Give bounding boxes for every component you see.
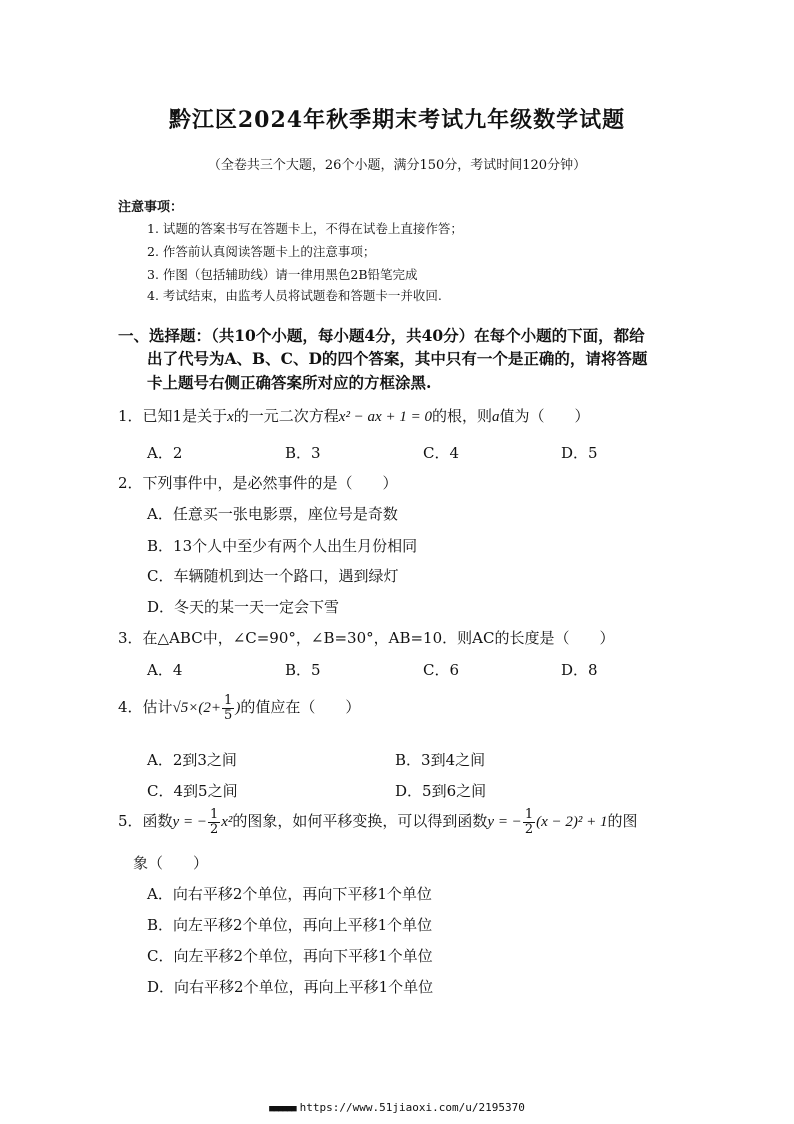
q5-stem bbox=[118, 808, 638, 836]
q4-option-c: C．4到5之间 bbox=[147, 782, 238, 800]
q3-option-a: A．4 bbox=[147, 661, 183, 679]
q1-pre: 1．已知1是关于 bbox=[118, 407, 228, 425]
q4-pre: 4．估计 bbox=[118, 698, 173, 717]
q3-option-c: C．6 bbox=[423, 661, 460, 679]
q4-option-b: B．3到4之间 bbox=[395, 751, 486, 769]
q4-expr-a: √5×(2+ bbox=[172, 700, 222, 717]
q3-option-b: B．5 bbox=[285, 661, 321, 679]
q5-option-b: B．向左平移2个单位，再向上平移1个单位 bbox=[147, 916, 433, 934]
q4-fraction bbox=[222, 694, 234, 722]
notice-item-1: 1. 试题的答案书写在答题卡上，不得在试卷上直接作答； bbox=[147, 221, 463, 236]
q4-post: 的值应在（ ） bbox=[240, 698, 361, 717]
q5-stem-line-2: 象（ ） bbox=[133, 854, 209, 872]
q5-fraction-1 bbox=[208, 808, 220, 836]
notice-item-3: 3. 作图（包括辅助线）请一律用黑色2B铅笔完成 bbox=[147, 267, 418, 282]
q4-option-a: A．2到3之间 bbox=[147, 751, 237, 769]
q2-stem: 2．下列事件中，是必然事件的是（ ） bbox=[118, 474, 398, 492]
q1-option-d: D．5 bbox=[561, 444, 598, 462]
q2-option-b: B．13个人中至少有两个人出生月份相同 bbox=[147, 537, 418, 555]
q5-fraction-2 bbox=[523, 808, 535, 836]
q1-var-a: a bbox=[491, 409, 500, 425]
notice-item-2: 2. 作答前认真阅读答题卡上的注意事项； bbox=[147, 244, 376, 259]
q1-stem bbox=[118, 405, 590, 426]
q5-mid: 的图象，如何平移变换，可以得到函数 bbox=[232, 812, 488, 831]
q1-var-x: x bbox=[227, 409, 234, 425]
q5-frac1-den: 2 bbox=[209, 821, 219, 837]
section1-line-2: 出了代号为A、B、C、D的四个答案，其中只有一个是正确的，请将答题 bbox=[147, 349, 648, 368]
q5-post: 的图 bbox=[607, 812, 638, 831]
q1-mid: 的一元二次方程 bbox=[233, 407, 339, 425]
footer-url[interactable]: https://www.51jiaoxi.com/u/2195370 bbox=[299, 1101, 525, 1114]
q3-stem: 3．在△ABC中，∠C=90°，∠B=30°，AB=10．则AC的长度是（ ） bbox=[118, 629, 615, 647]
q4-frac-den: 5 bbox=[224, 707, 233, 723]
section1-line-1: 一、选择题：（共10个小题，每小题4分，共40分）在每个小题的下面，都给 bbox=[118, 326, 645, 345]
q1-equation: x² − ax + 1 = 0 bbox=[338, 409, 432, 425]
footer bbox=[0, 1101, 794, 1114]
q2-option-c: C．车辆随机到达一个路口，遇到绿灯 bbox=[147, 567, 399, 585]
q2-option-a: A．任意买一张电影票，座位号是奇数 bbox=[147, 505, 398, 523]
q5-frac1-num: 1 bbox=[209, 807, 219, 822]
section1-line-3: 卡上题号右侧正确答案所对应的方框涂黑. bbox=[147, 373, 432, 392]
q5-option-c: C．向左平移2个单位，再向下平移1个单位 bbox=[147, 947, 433, 965]
q5-f2-lhs: y = − bbox=[487, 814, 522, 831]
q5-frac2-num: 1 bbox=[524, 807, 534, 822]
q5-f1-lhs: y = − bbox=[172, 814, 207, 831]
q5-pre: 5．函数 bbox=[118, 812, 173, 831]
q5-frac2-den: 2 bbox=[524, 821, 534, 837]
q5-f1-rhs: x² bbox=[221, 814, 233, 831]
exam-subtitle: （全卷共三个大题，26个小题，满分150分，考试时间120分钟） bbox=[207, 158, 587, 173]
q1-option-a: A．2 bbox=[147, 444, 183, 462]
q4-stem bbox=[118, 694, 360, 722]
exam-title: 黔江区2024年秋季期末考试九年级数学试题 bbox=[168, 107, 626, 133]
q1-end: 值为（ ） bbox=[499, 407, 590, 425]
q5-f2-rhs: (x − 2)² + 1 bbox=[536, 814, 608, 831]
q5-option-a: A．向右平移2个单位，再向下平移1个单位 bbox=[147, 885, 432, 903]
q1-post: 的根，则 bbox=[431, 407, 492, 425]
q4-frac-num: 1 bbox=[224, 693, 233, 708]
notice-heading: 注意事项： bbox=[118, 200, 184, 215]
q1-option-b: B．3 bbox=[285, 444, 321, 462]
notice-item-4: 4. 考试结束，由监考人员将试题卷和答题卡一并收回. bbox=[147, 288, 442, 303]
q1-option-c: C．4 bbox=[423, 444, 460, 462]
footer-watermark-mark: ■■■■■■ bbox=[269, 1104, 296, 1114]
q4-option-d: D．5到6之间 bbox=[395, 782, 487, 800]
q2-option-d: D．冬天的某一天一定会下雪 bbox=[147, 598, 340, 616]
q4-expr-b: ) bbox=[235, 700, 241, 717]
q5-option-d: D．向右平移2个单位，再向上平移1个单位 bbox=[147, 978, 434, 996]
q3-option-d: D．8 bbox=[561, 661, 598, 679]
